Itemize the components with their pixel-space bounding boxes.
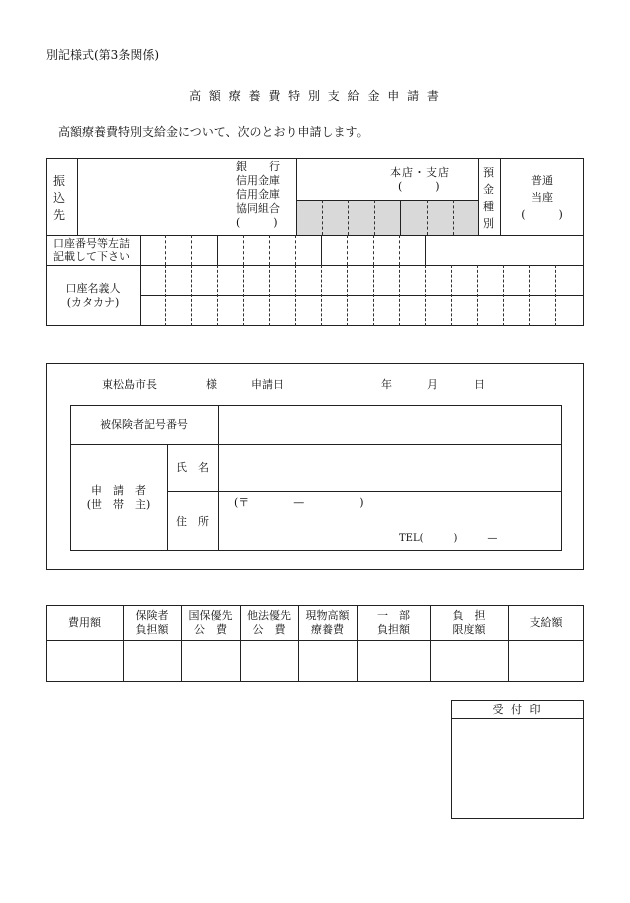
header-insurer-share: 保険者 負担額: [135, 609, 169, 636]
date-day: 日: [474, 378, 485, 391]
cost-value-row[interactable]: [47, 641, 583, 681]
header-other-law-public: 他法優先 公 費: [247, 609, 291, 636]
deposit-type-options[interactable]: 普通 当座 ( ): [521, 174, 563, 221]
deposit-type-label: 預 金 種 別: [483, 166, 494, 230]
header-nhi-public: 国保優先 公 費: [188, 609, 233, 636]
address-label: 住 所: [176, 515, 209, 528]
bank-type-list: 銀 行 信用金庫 信用金庫 協同組合 ( ): [236, 160, 280, 229]
date-year: 年: [381, 378, 392, 391]
name-field[interactable]: [219, 445, 561, 491]
header-in-kind-high-cost: 現物高額 療養費: [305, 609, 350, 636]
addressee: 東松島市長: [102, 378, 157, 391]
postal-code: (〒 — ): [234, 496, 364, 509]
insured-number-label: 被保険者記号番号: [100, 418, 188, 431]
header-limit-amount: 負 担 限度額: [452, 609, 486, 636]
header-cost-amount: 費用額: [68, 616, 101, 629]
header-partial-payment: 一 部 負担額: [377, 609, 410, 636]
furikomi-label: 振 込 先: [53, 174, 66, 222]
branch-paren: ( ): [398, 180, 440, 193]
name-label: 氏 名: [176, 461, 209, 474]
branch-code-cells[interactable]: [297, 201, 478, 235]
branch-label: 本店・支店: [390, 166, 450, 179]
telephone: TEL( ) —: [399, 533, 498, 544]
date-month: 月: [427, 378, 438, 391]
applicant-label: 申 請 者 (世 帯 主): [86, 484, 151, 511]
account-number-label: 口座番号等左詰 記載して下さい: [53, 237, 130, 263]
account-holder-label: 口座名義人 (カタカナ): [65, 282, 121, 309]
addressee-sama: 様: [206, 378, 217, 391]
intro-text: 高額療養費特別支給金について、次のとおり申請します。: [58, 125, 369, 139]
insured-number-field[interactable]: [219, 406, 561, 444]
form-reference: 別記様式(第3条関係): [46, 48, 159, 62]
page-title: 高 額 療 養 費 特 別 支 給 金 申 請 書: [189, 89, 441, 103]
reception-stamp-label: 受 付 印: [492, 703, 543, 716]
header-payment-amount: 支給額: [529, 616, 563, 629]
application-date-label: 申請日: [251, 378, 284, 391]
